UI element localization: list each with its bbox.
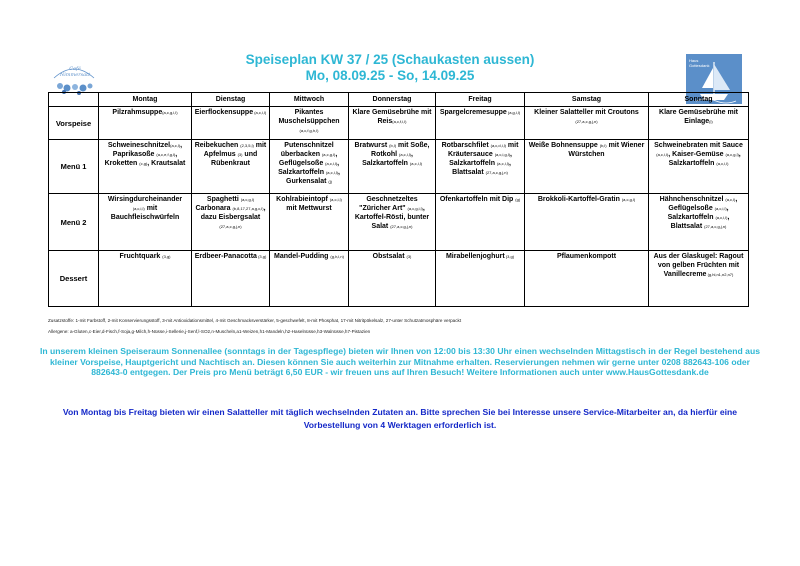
- dish-text: , Paprikasoße: [112, 142, 183, 158]
- dish-text: Brokkoli-Kartoffel-Gratin: [537, 196, 622, 203]
- allergen-code: (g,h,l,n): [330, 254, 344, 259]
- menu-cell: [270, 251, 349, 307]
- allergen-code: (27,a,c,g,j,n): [219, 224, 242, 229]
- menu-cell: [436, 194, 525, 251]
- dish-text: , Salzkartoffeln: [668, 151, 741, 167]
- dish-text: , Salzkartoffeln: [278, 160, 340, 176]
- allergen-code: (a,c,g,l): [321, 152, 336, 157]
- table-row: [49, 140, 749, 194]
- cafe-logo-text: Café Nimmersatt: [59, 66, 91, 78]
- page-title: Speiseplan KW 37 / 25 (Schaukasten aussen): [245, 52, 535, 67]
- menu-cell: [525, 194, 649, 251]
- menu-cell: [649, 140, 749, 194]
- menu-cell: [349, 251, 436, 307]
- menu-cell: [649, 251, 749, 307]
- allergen-code: (a,c,g,l): [240, 197, 255, 202]
- course-label: Menü 2: [49, 194, 99, 251]
- dish-text: Geschnetzeltes "Züricher Art": [359, 196, 418, 212]
- dish-text: Ofenkartoffeln mit Dip: [439, 196, 516, 203]
- dish-text: , Gurkensalat: [286, 169, 340, 185]
- dish-text: mit Soße, Rotkohl: [371, 142, 430, 158]
- allergen-code: (a,c,d,i,l): [490, 143, 506, 148]
- allergen-code: (3,g): [162, 254, 171, 259]
- day-header: Sonntag: [649, 93, 749, 107]
- allergen-code: (27,a,c,g,j,n): [390, 224, 413, 229]
- menu-cell: [270, 194, 349, 251]
- dish-text: Weiße Bohnensuppe: [528, 142, 600, 149]
- menu-cell: [525, 140, 649, 194]
- menu-cell: [192, 251, 270, 307]
- allergen-code: (a,c,i,l): [132, 206, 145, 211]
- allergen-code: (a,c,i,l): [399, 152, 412, 157]
- dish-text: Eierflockensuppe: [194, 109, 254, 116]
- dish-text: , Kartoffel-Rösti, bunter Salat: [354, 205, 430, 230]
- menu-cell: [99, 140, 192, 194]
- dish-text: Pflaumenkompott: [556, 253, 617, 260]
- allergen-code: (a,c,g,l): [725, 152, 739, 157]
- allergen-code: (a,c,g,l): [621, 197, 636, 202]
- allergen-code: (a,c,f,g,h,l): [299, 128, 319, 133]
- dish-text: , dazu Eisbergsalat: [200, 205, 266, 221]
- menu-cell: [349, 107, 436, 140]
- allergen-code: (a,c,i,l): [253, 110, 267, 115]
- allergen-code: (3): [237, 152, 243, 157]
- dish-text: Pilzrahmsuppe: [112, 109, 163, 116]
- allergen-code: (27,a,c,g,j,n): [704, 224, 727, 229]
- allergen-code: (a,c,i,l): [409, 161, 422, 166]
- menu-cell: [525, 251, 649, 307]
- allergen-code: (a,c,i,l): [716, 161, 729, 166]
- allergen-code: (a,c,i,l): [325, 170, 338, 175]
- allergen-code: (a,c,i,l): [715, 215, 728, 220]
- dish-text: , Blattsalat: [452, 160, 511, 176]
- day-header: Montag: [99, 93, 192, 107]
- allergen-code: (b,l): [599, 143, 607, 148]
- corner-cell: [49, 93, 99, 107]
- allergen-code: (3,g): [256, 254, 267, 259]
- allergen-code: (j): [328, 179, 332, 184]
- dish-text: und Rübenkraut: [211, 151, 258, 167]
- allergen-code: (a,c,i,l): [714, 206, 727, 211]
- dish-text: Kleiner Salatteller mit Croutons: [534, 109, 639, 116]
- menu-cell: [525, 107, 649, 140]
- table-header-row: [49, 93, 749, 107]
- dish-text: Putenschnitzel überbacken: [280, 142, 334, 158]
- allergen-code: (27,a,c,g,j,n): [485, 170, 508, 175]
- dish-text: Schweineschnitzel: [107, 142, 171, 149]
- allergen-code: (b,l): [389, 143, 397, 148]
- allergen-code: (27,a,c,g,j,n): [575, 119, 598, 124]
- allergen-code: (3,g): [504, 254, 515, 259]
- haus-logo-text: Haus Gottesdank: [689, 58, 710, 68]
- allergen-code: (a,g,i,l): [506, 110, 521, 115]
- dish-text: , Kroketten: [104, 151, 178, 167]
- allergen-code: (3): [406, 254, 412, 259]
- menu-cell: [270, 107, 349, 140]
- dish-text: , Geflügelsoße: [278, 151, 338, 167]
- dish-text: Wirsingdurcheinander: [107, 196, 183, 203]
- allergen-code: (2,3,5,l): [240, 143, 254, 148]
- dish-text: Obstsalat: [372, 253, 407, 260]
- allergen-code: (a,c,e,f,g,l): [156, 152, 176, 157]
- menu-cell: [99, 251, 192, 307]
- dish-text: , Blattsalat: [670, 214, 730, 230]
- allergen-code: (a,c,i,l): [325, 161, 338, 166]
- allergen-code: (g,hl,n1,n2,n7): [706, 272, 734, 277]
- allergen-code: (a,c,g,i,l): [162, 110, 178, 115]
- dish-text: mit Wiener Würstchen: [568, 142, 645, 158]
- dish-text: Mirabellenjoghurt: [445, 253, 505, 260]
- table-row: [49, 107, 749, 140]
- allergen-code: (l): [709, 119, 713, 124]
- menu-cell: [192, 107, 270, 140]
- day-header: Dienstag: [192, 93, 270, 107]
- dish-text: Spaghetti: [206, 196, 241, 203]
- allergen-code: (a,c,f,i,l): [392, 119, 407, 124]
- menu-cell: [649, 107, 749, 140]
- dish-text: Kohlrabieintopf: [276, 196, 330, 203]
- day-header: Freitag: [436, 93, 525, 107]
- dish-text: Mandel-Pudding: [274, 253, 331, 260]
- course-label: Menü 1: [49, 140, 99, 194]
- dish-text: , Salzkartoffeln: [362, 151, 413, 167]
- allergen-code: (a,c,i,g,l): [494, 152, 511, 157]
- allergen-code: (c,g): [139, 161, 148, 166]
- menu-cell: [649, 194, 749, 251]
- course-label: Dessert: [49, 251, 99, 307]
- menu-cell: [436, 140, 525, 194]
- dish-text: Spargelcremesuppe: [439, 109, 507, 116]
- dish-text: Erdbeer-Panacotta: [194, 253, 257, 260]
- dish-text: Aus der Glaskugel: Ragout von gelben Früchten mit Vanillecreme: [653, 253, 744, 278]
- date-range: Mo, 08.09.25 - So, 14.09.25: [305, 68, 475, 83]
- dish-text: mit Bauchfleischwürfeln: [110, 205, 180, 221]
- dish-text: , Geflügelsoße: [668, 196, 738, 212]
- menu-cell: [436, 107, 525, 140]
- day-header: Samstag: [525, 93, 649, 107]
- menu-cell: [99, 107, 192, 140]
- menu-cell: [99, 194, 192, 251]
- allergen-code: (a,c,i,l): [656, 152, 669, 157]
- menu-cell: [192, 194, 270, 251]
- dish-text: Klare Gemüsebrühe mit Reis: [352, 109, 432, 125]
- allergen-code: (a,c,g,i,l): [407, 206, 423, 211]
- allergens-note: Allergene: a-Gluten,c-Eier,d-Fisch,f-Soja,g-Milch,h-Nüsse,i-Sellerie,j-Senf,l-SO2,n-Muscheln,a1-Weizen,h1-Mandeln,h2-Haselnüsse,h3-Walnüsse,h7-Pistazien: [48, 329, 371, 334]
- dish-text: Bratwurst: [354, 142, 390, 149]
- title-block: [190, 52, 590, 84]
- table-row: [49, 194, 749, 251]
- day-header: Mittwoch: [270, 93, 349, 107]
- allergen-code: (a,c,l): [725, 197, 736, 202]
- additives-note: Zusatzstoffe: 1-mit Farbstoff, 2-mit Konservierungsstoff, 3-mit Antioxidationsmittel, 4-mit Geschmacksverstärker, 5-geschwefelt, 8-mit Phosphat, 17-mit Nitritpökelsalz, 27-unter Schutzatmosphäre verpackt: [48, 318, 462, 323]
- dish-text: , Kaiser-Gemüse: [668, 151, 726, 158]
- dish-text: Carbonara: [195, 205, 233, 212]
- menu-cell: [270, 140, 349, 194]
- dish-text: Klare Gemüsebrühe mit Einlage: [659, 109, 738, 125]
- allergen-code: (g): [515, 197, 521, 202]
- menu-cell: [349, 140, 436, 194]
- restaurant-info-text: In unserem kleinen Speiseraum Sonnenallee (sonntags in der Tagespflege) bieten wir Ihnen von 12:00 bis 13:30 Uhr einen wechselnden Mittagstisch in der Regel bestehend aus kleiner Vorspeise, Hauptgericht und Nachtisch an. Diesen können Sie auch weiterhin zur Mitnahme erhalten. Reservierungen nehmen wir gerne unter 0208 882643-106 oder 882643-0 entgegen. Der Preis pro Menü beträgt 6,50 EUR - wir freuen uns auf Ihren Besuch! Weitere Informationen auch unter www.HausGottesdank.de: [40, 346, 760, 378]
- dish-text: Reibekuchen: [194, 142, 241, 149]
- salad-plate-info-text: Von Montag bis Freitag bieten wir einen Salatteller mit täglich wechselnden Zutaten an. Bitte sprechen Sie bei Interesse unsere Service-Mitarbeiter an, da hierfür eine Vorbestellung von 4 Werktagen erforderlich ist.: [62, 407, 738, 430]
- table-row: [49, 251, 749, 307]
- allergen-code: (a,c,i,l): [329, 197, 342, 202]
- dish-text: Hähnchenschnitzel: [659, 196, 726, 203]
- menu-cell: [192, 140, 270, 194]
- allergen-code: (a,c,l): [170, 143, 181, 148]
- dish-text: mit Kräutersauce: [448, 142, 519, 158]
- allergen-code: (b,8,17,27,a,g,c,l): [232, 206, 264, 211]
- day-header: Donnerstag: [349, 93, 436, 107]
- menu-cell: [349, 194, 436, 251]
- allergen-code: (a,c,i,l): [496, 161, 509, 166]
- dish-text: Schweinebraten mit Sauce: [654, 142, 743, 149]
- dish-text: Rotbarschfilet: [441, 142, 491, 149]
- dish-text: Pikantes Muschelsüppchen: [278, 109, 340, 125]
- cafe-logo: [50, 56, 98, 96]
- dish-text: , Salzkartoffeln: [667, 205, 729, 221]
- menu-table: [48, 92, 749, 307]
- menu-cell: [436, 251, 525, 307]
- course-label: Vorspeise: [49, 107, 99, 140]
- dish-text: mit Mettwurst: [286, 205, 332, 212]
- dish-text: , Krautsalat: [147, 160, 186, 167]
- dish-text: Fruchtquark: [119, 253, 163, 260]
- dish-text: , Salzkartoffeln: [449, 151, 512, 167]
- dish-text: mit Apfelmus: [203, 142, 267, 158]
